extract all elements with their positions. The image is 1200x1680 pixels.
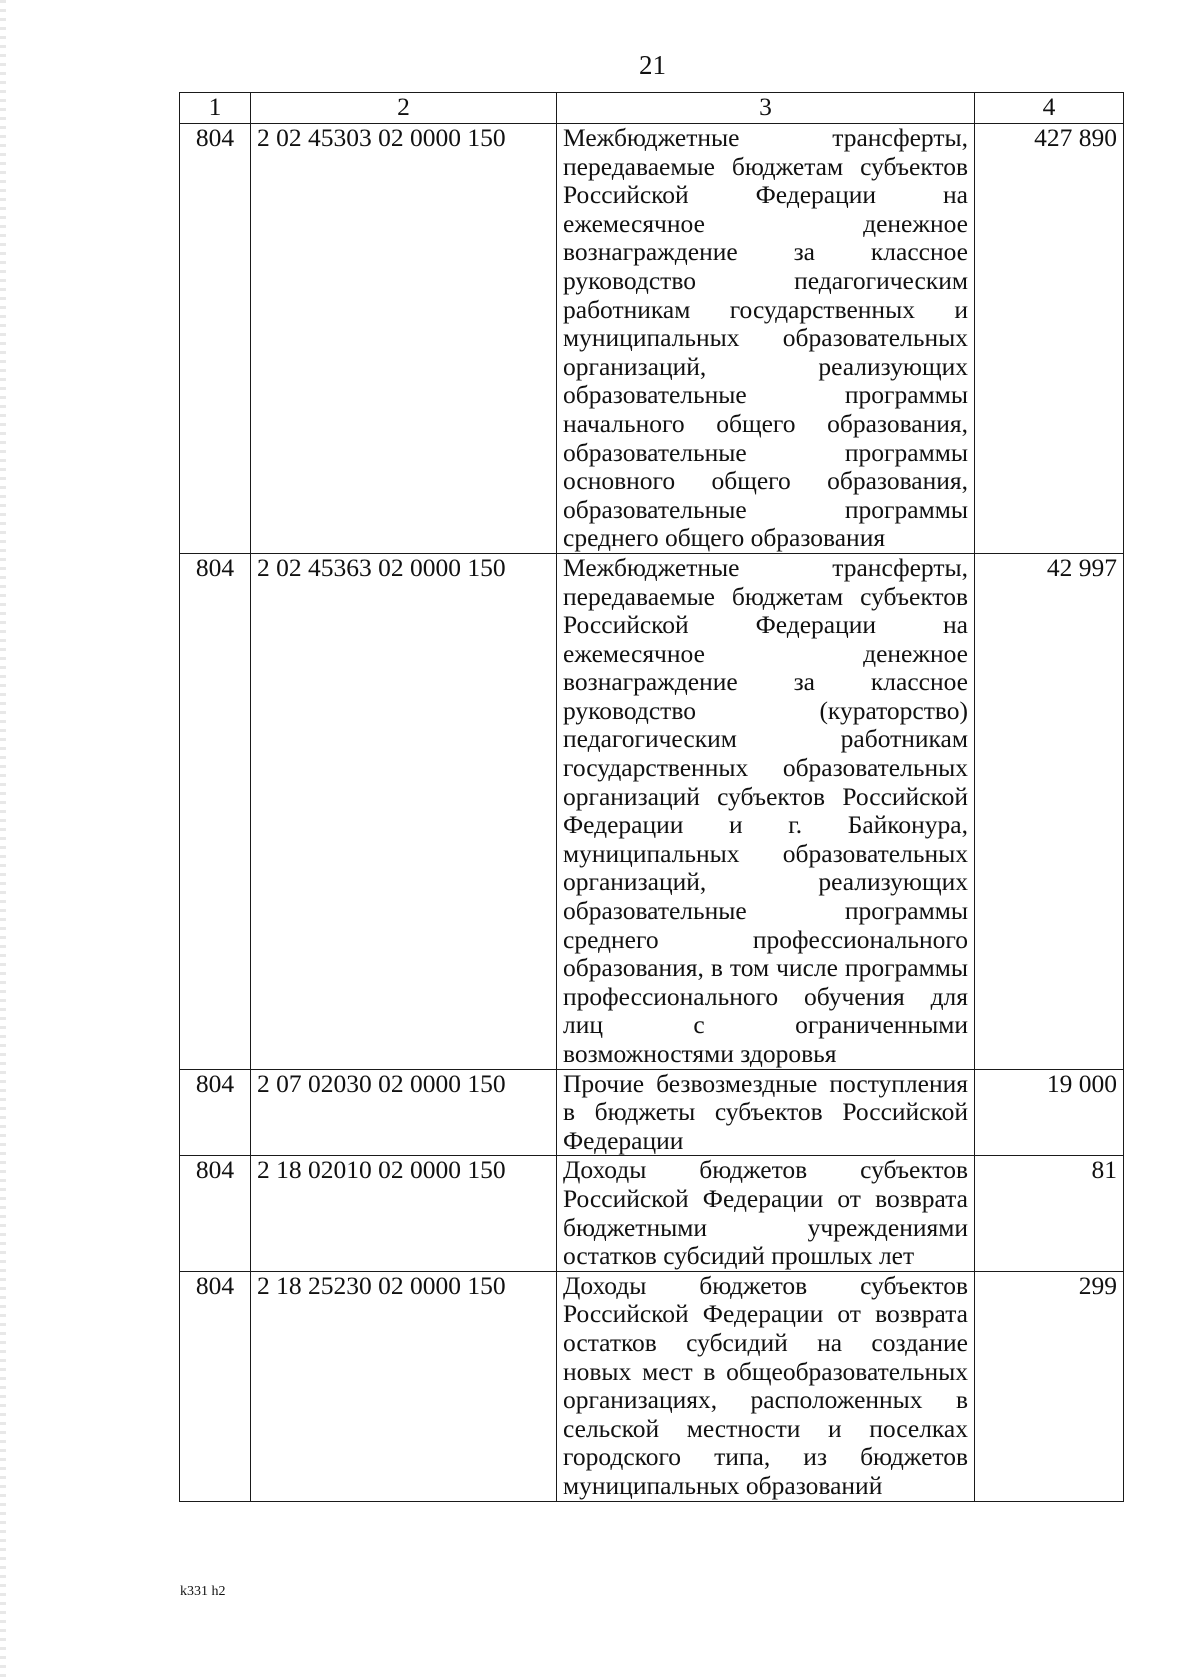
amount-cell: 81 xyxy=(975,1156,1124,1271)
amount-cell: 299 xyxy=(975,1271,1124,1501)
table-row xyxy=(180,1069,1124,1156)
budget-revenue-table xyxy=(179,92,1124,1502)
revenue-code-cell: 2 02 45363 02 0000 150 xyxy=(251,553,557,1069)
revenue-code-cell: 2 18 25230 02 0000 150 xyxy=(251,1271,557,1501)
column-header-4: 4 xyxy=(975,93,1124,124)
admin-code-cell: 804 xyxy=(180,1271,251,1501)
table-row xyxy=(180,1271,1124,1501)
revenue-name-cell: Межбюджетные трансферты, передаваемые бюджетам субъектов Российской Федерации на ежемесячное денежное вознаграждение за классное руководство (кураторство) педагогическим работникам государственных образовательных организаций субъектов Российской Федерации и г. Байконура, муниципальных образовательных организаций, реализующих образовательные программы среднего профессионального образования, в том числе программы профессионального обучения для лиц с ограниченными возможностями здоровья xyxy=(557,553,975,1069)
column-header-2: 2 xyxy=(251,93,557,124)
header-row xyxy=(180,93,1124,124)
column-header-3: 3 xyxy=(557,93,975,124)
revenue-name-cell: Межбюджетные трансферты, передаваемые бюджетам субъектов Российской Федерации на ежемесячное денежное вознаграждение за классное руководство педагогическим работникам государственных и муниципальных образовательных организаций, реализующих образовательные программы начального общего образования, образовательные программы основного общего образования, образовательные программы среднего общего образования xyxy=(557,124,975,554)
revenue-name-cell: Доходы бюджетов субъектов Российской Федерации от возврата остатков субсидий на создание новых мест в общеобразовательных организациях, расположенных в сельской местности и поселках городского типа, из бюджетов муниципальных образований xyxy=(557,1271,975,1501)
amount-cell: 19 000 xyxy=(975,1069,1124,1156)
document-footer-code: k331 h2 xyxy=(180,1584,226,1599)
admin-code-cell: 804 xyxy=(180,1069,251,1156)
admin-code-cell: 804 xyxy=(180,124,251,554)
scan-edge-artifact xyxy=(0,0,6,1680)
page-number: 21 xyxy=(639,50,666,80)
revenue-code-cell: 2 18 02010 02 0000 150 xyxy=(251,1156,557,1271)
revenue-name-cell: Прочие безвозмездные поступления в бюджеты субъектов Российской Федерации xyxy=(557,1069,975,1156)
table-row xyxy=(180,553,1124,1069)
revenue-name-cell: Доходы бюджетов субъектов Российской Федерации от возврата бюджетными учреждениями остатков субсидий прошлых лет xyxy=(557,1156,975,1271)
admin-code-cell: 804 xyxy=(180,1156,251,1271)
amount-cell: 427 890 xyxy=(975,124,1124,554)
column-header-1: 1 xyxy=(180,93,251,124)
table-row xyxy=(180,1156,1124,1271)
table-row xyxy=(180,124,1124,554)
table-header xyxy=(180,93,1124,124)
table-body xyxy=(180,124,1124,1502)
amount-cell: 42 997 xyxy=(975,553,1124,1069)
revenue-code-cell: 2 02 45303 02 0000 150 xyxy=(251,124,557,554)
admin-code-cell: 804 xyxy=(180,553,251,1069)
revenue-code-cell: 2 07 02030 02 0000 150 xyxy=(251,1069,557,1156)
